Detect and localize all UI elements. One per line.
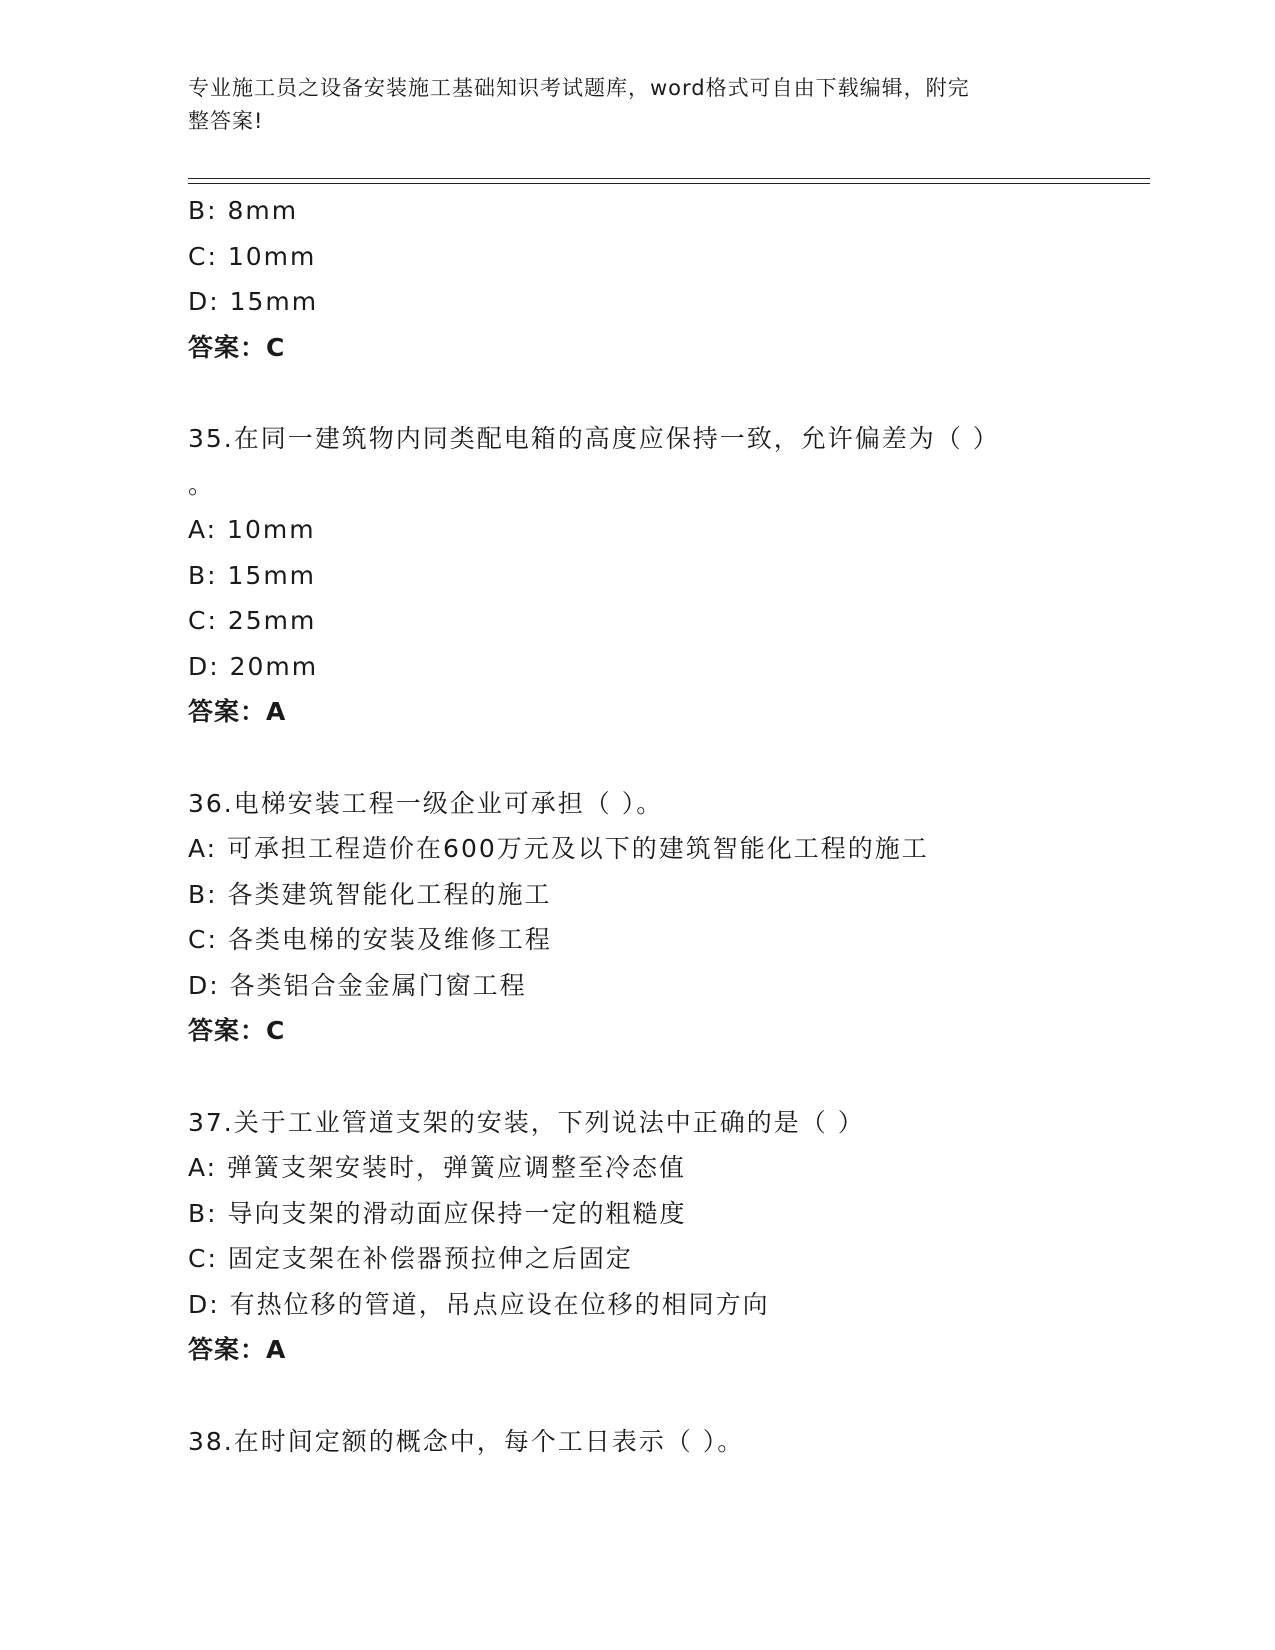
question-35 bbox=[188, 416, 1148, 735]
option-b: B: 8mm bbox=[188, 196, 299, 225]
option-a: A: 10mm bbox=[188, 515, 316, 544]
spacer bbox=[188, 735, 1148, 781]
option-b: B: 15mm bbox=[188, 560, 317, 590]
option-b: B: 各类建筑智能化工程的施工 bbox=[188, 879, 552, 909]
question-38 bbox=[188, 1419, 1148, 1465]
header-line-1: 专业施工员之设备安装施工基础知识考试题库，word格式可自由下载编辑，附完 bbox=[188, 76, 970, 100]
option-a: A: 可承担工程造价在600万元及以下的建筑智能化工程的施工 bbox=[188, 834, 929, 863]
question-text: 38.在时间定额的概念中，每个工日表示（ ）。 bbox=[188, 1426, 745, 1456]
header-line-2: 整答案! bbox=[188, 109, 264, 133]
option-c: C: 固定支架在补偿器预拉伸之后固定 bbox=[188, 1244, 633, 1273]
document-header bbox=[188, 72, 1068, 138]
option-c: C: 各类电梯的安装及维修工程 bbox=[188, 925, 552, 954]
header-divider-bottom bbox=[188, 183, 1150, 184]
option-d: D: 15mm bbox=[188, 287, 319, 316]
option-d: D: 20mm bbox=[188, 651, 319, 681]
header-divider-top bbox=[188, 178, 1150, 179]
answer: 答案：A bbox=[188, 1335, 287, 1364]
question-36 bbox=[188, 781, 1148, 1054]
question-34 bbox=[188, 188, 1148, 370]
spacer bbox=[188, 1054, 1148, 1100]
spacer bbox=[188, 370, 1148, 416]
option-b: B: 导向支架的滑动面应保持一定的粗糙度 bbox=[188, 1198, 687, 1228]
question-text: 36.电梯安装工程一级企业可承担（ ）。 bbox=[188, 788, 664, 818]
option-d: D: 各类铝合金金属门窗工程 bbox=[188, 970, 527, 1000]
option-c: C: 25mm bbox=[188, 606, 317, 635]
option-a: A: 弹簧支架安装时，弹簧应调整至冷态值 bbox=[188, 1153, 687, 1182]
question-text: 37.关于工业管道支架的安装，下列说法中正确的是（ ） bbox=[188, 1107, 865, 1137]
question-list bbox=[188, 188, 1148, 1464]
answer: 答案：C bbox=[188, 1016, 286, 1045]
spacer bbox=[188, 1373, 1148, 1419]
option-c: C: 10mm bbox=[188, 241, 317, 271]
option-d: D: 有热位移的管道，吊点应设在位移的相同方向 bbox=[188, 1289, 770, 1319]
question-text-continued: 。 bbox=[188, 469, 214, 499]
question-37 bbox=[188, 1100, 1148, 1373]
answer: 答案：C bbox=[188, 332, 286, 362]
answer: 答案：A bbox=[188, 697, 287, 726]
question-text: 35.在同一建筑物内同类配电箱的高度应保持一致，允许偏差为（ ） bbox=[188, 424, 1000, 453]
